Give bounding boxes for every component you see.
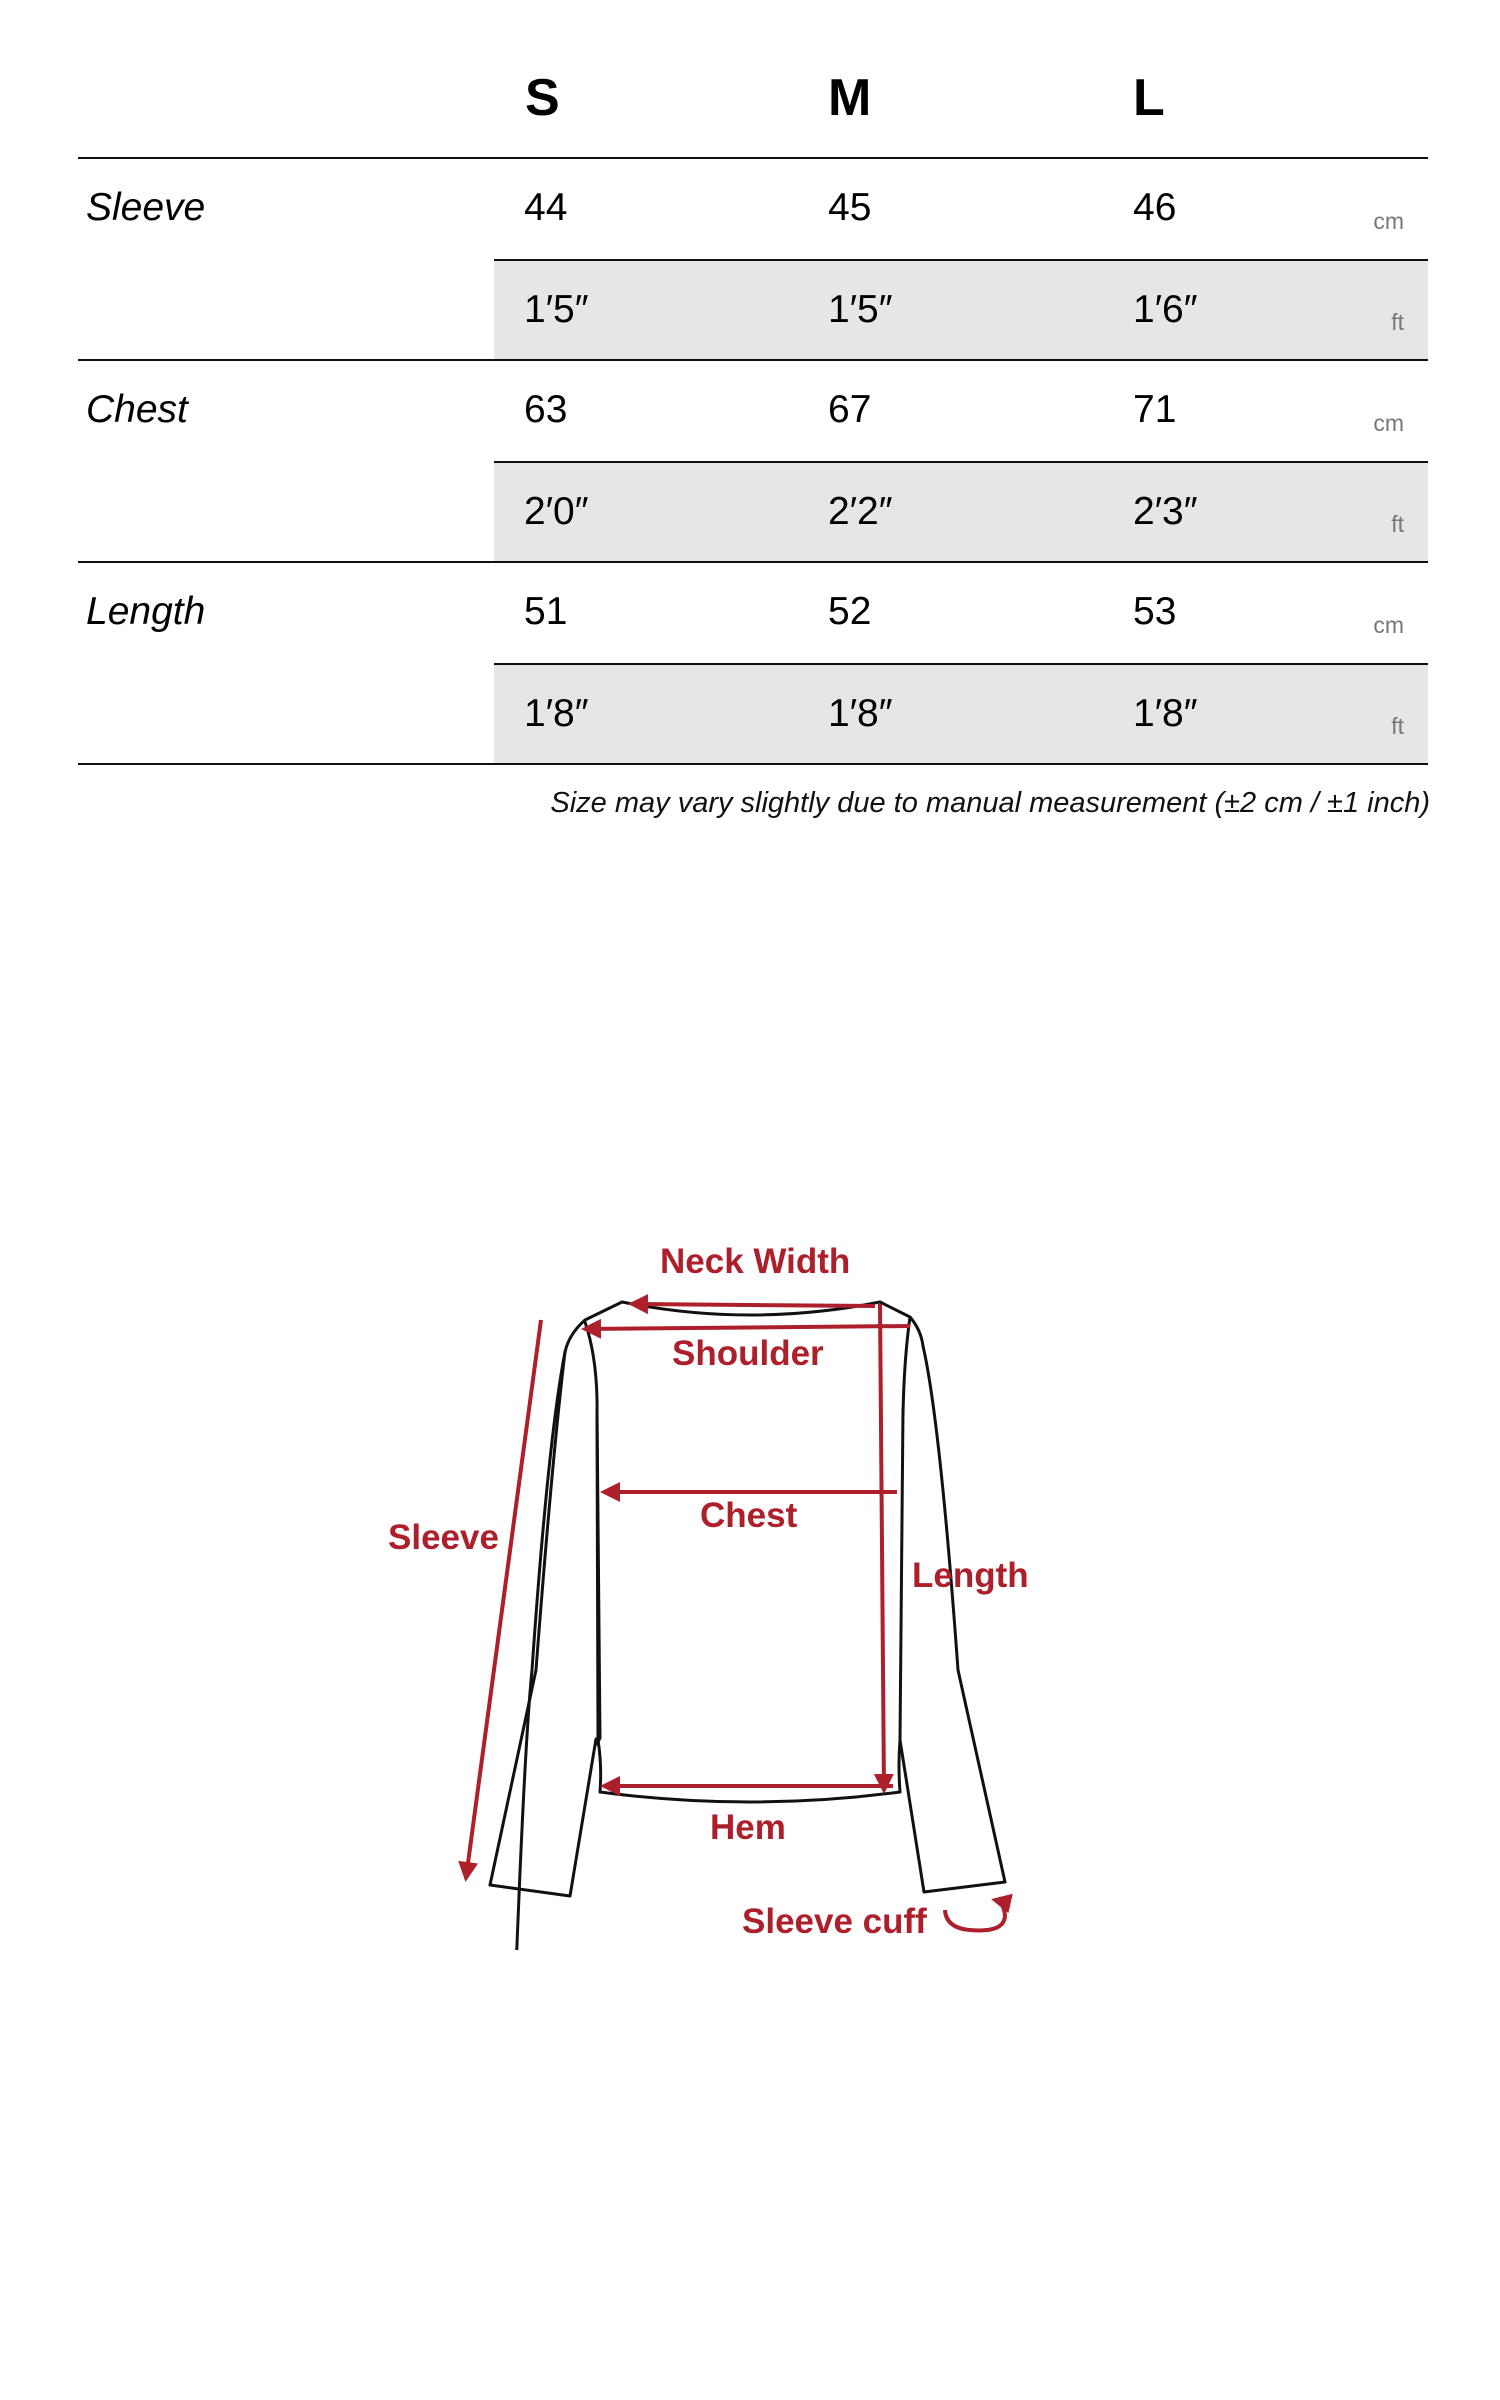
sweater-outline — [489, 1302, 1005, 1950]
ft-row-shade — [494, 260, 1428, 360]
neck-width-arrow — [632, 1304, 875, 1306]
size-table — [0, 0, 1500, 819]
value-cell: 2′0″ — [524, 490, 589, 533]
value-cell: 2′2″ — [828, 490, 893, 533]
ft-row-shade — [494, 664, 1428, 764]
divider — [78, 359, 1428, 361]
value-cell: 1′8″ — [828, 692, 893, 735]
divider — [78, 561, 1428, 563]
unit-ft: ft — [1391, 309, 1404, 335]
value-cell: 53 — [1133, 590, 1177, 633]
label-chest: Chest — [700, 1496, 798, 1535]
row-label-sleeve: Sleeve — [86, 186, 206, 229]
unit-ft: ft — [1391, 713, 1404, 739]
size-header-m: M — [828, 69, 872, 127]
measurement-note: Size may vary slightly due to manual measurement (±2 cm / ±1 inch) — [550, 787, 1430, 819]
value-cell: 46 — [1133, 186, 1177, 229]
label-shoulder: Shoulder — [672, 1334, 824, 1373]
size-header-s: S — [525, 69, 560, 127]
label-sleeve-cuff: Sleeve cuff — [742, 1902, 927, 1941]
divider — [78, 763, 1428, 765]
shoulder-arrow — [585, 1326, 910, 1329]
sleeve-cuff-arrow — [945, 1900, 1005, 1930]
divider — [494, 663, 1428, 665]
value-cell: 51 — [524, 590, 568, 633]
ft-row-shade — [494, 462, 1428, 562]
divider — [78, 157, 1428, 159]
row-label-chest: Chest — [86, 388, 188, 431]
label-neck-width: Neck Width — [660, 1242, 851, 1281]
unit-cm: cm — [1373, 410, 1404, 436]
label-sleeve: Sleeve — [388, 1518, 499, 1557]
value-cell: 63 — [524, 388, 568, 431]
value-cell: 44 — [524, 186, 568, 229]
size-header-l: L — [1133, 69, 1165, 127]
label-length: Length — [912, 1556, 1029, 1595]
unit-cm: cm — [1373, 612, 1404, 638]
value-cell: 52 — [828, 590, 872, 633]
divider — [494, 461, 1428, 463]
label-hem: Hem — [710, 1808, 786, 1847]
unit-cm: cm — [1373, 208, 1404, 234]
row-label-length: Length — [86, 590, 206, 633]
value-cell: 2′3″ — [1133, 490, 1198, 533]
divider — [494, 259, 1428, 261]
unit-ft: ft — [1391, 511, 1404, 537]
value-cell: 45 — [828, 186, 872, 229]
length-arrow — [880, 1304, 884, 1790]
value-cell: 1′8″ — [524, 692, 589, 735]
value-cell: 71 — [1133, 388, 1177, 431]
value-cell: 1′6″ — [1133, 288, 1198, 331]
value-cell: 1′5″ — [828, 288, 893, 331]
sleeve-arrow — [466, 1320, 541, 1878]
value-cell: 1′8″ — [1133, 692, 1198, 735]
value-cell: 67 — [828, 388, 872, 431]
value-cell: 1′5″ — [524, 288, 589, 331]
measurement-diagram — [0, 1200, 1500, 1950]
